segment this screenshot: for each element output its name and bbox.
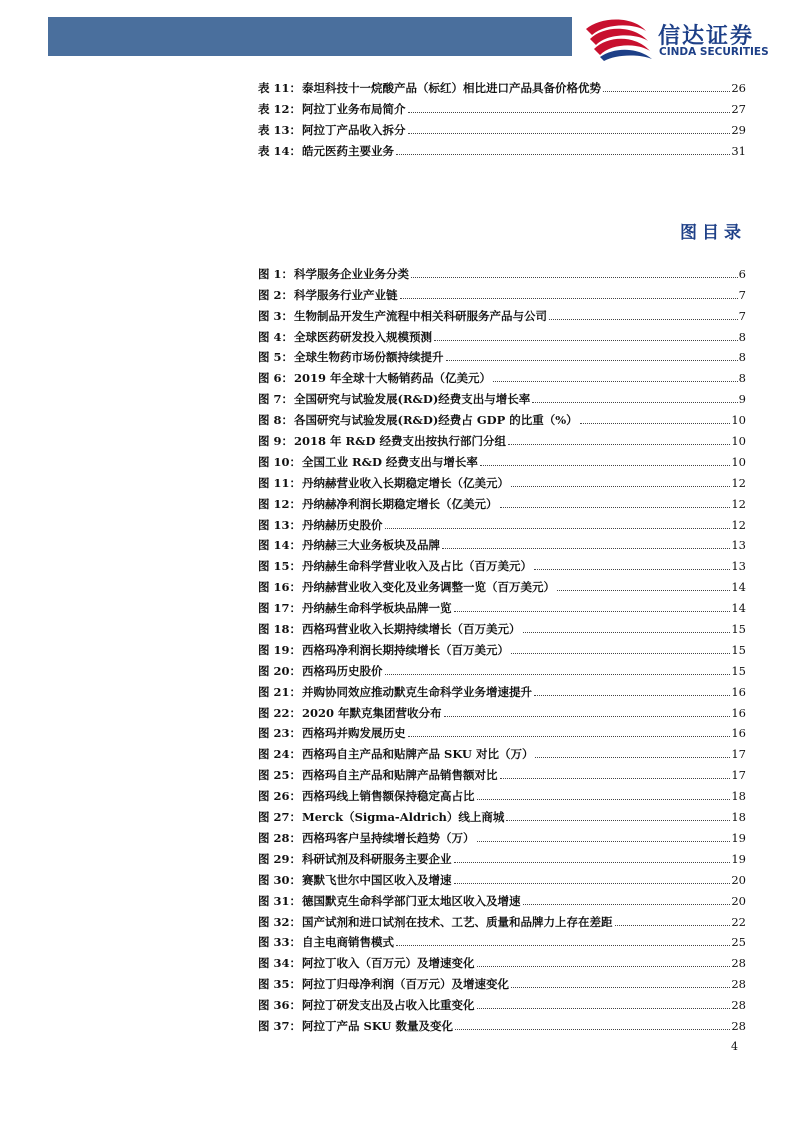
toc-entry-title: Merck（Sigma-Aldrich）线上商城: [302, 810, 505, 825]
toc-entry-page: 13: [731, 559, 746, 574]
toc-entry-figure-10[interactable]: [258, 448, 746, 469]
toc-dot-leader: [615, 925, 731, 926]
toc-entry-label: 图 12：: [258, 496, 302, 511]
toc-entry-title: 全球医药研发投入规模预测: [294, 329, 433, 344]
toc-dot-leader: [511, 486, 730, 487]
toc-dot-leader: [442, 548, 730, 549]
toc-entry-page: 17: [731, 768, 746, 783]
toc-entry-figure-23[interactable]: [258, 720, 746, 741]
toc-entry-title: 2020 年默克集团营收分布: [302, 705, 442, 720]
toc-entry-title: 生物制品开发生产流程中相关科研服务产品与公司: [294, 308, 548, 323]
page-number: 4: [731, 1040, 738, 1053]
toc-entry-label: 图 16：: [258, 580, 302, 595]
toc-entry-table-14[interactable]: [258, 137, 746, 158]
toc-dot-leader: [396, 945, 730, 946]
toc-entry-label: 图 1：: [258, 266, 294, 281]
toc-entry-figure-30[interactable]: [258, 866, 746, 887]
toc-entry-page: 7: [738, 287, 746, 302]
toc-entry-title: 丹纳赫营业收入变化及业务调整一览（百万美元）: [302, 580, 556, 595]
toc-entry-figure-17[interactable]: [258, 594, 746, 615]
toc-dot-leader: [385, 674, 731, 675]
toc-dot-leader: [411, 277, 738, 278]
toc-entry-title: 阿拉丁研发支出及占收入比重变化: [302, 998, 475, 1013]
toc-dot-leader: [446, 360, 738, 361]
toc-entry-label: 图 8：: [258, 413, 294, 428]
toc-entry-label: 图 31：: [258, 893, 302, 908]
toc-entry-title: 西格玛净利润长期持续增长（百万美元）: [302, 642, 510, 657]
toc-entry-title: 科研试剂及科研服务主要企业: [302, 851, 452, 866]
toc-entry-page: 20: [731, 893, 746, 908]
toc-entry-label: 图 15：: [258, 559, 302, 574]
toc-entry-page: 20: [731, 872, 746, 887]
toc-entry-title: 皓元医药主要业务: [302, 143, 395, 158]
toc-entry-page: 15: [731, 642, 746, 657]
toc-entry-title: 西格玛并购发展历史: [302, 726, 406, 741]
toc-entry-page: 26: [731, 80, 746, 95]
toc-entry-title: 全国研究与试验发展(R&D)经费支出与增长率: [294, 392, 531, 407]
toc-entry-page: 14: [731, 580, 746, 595]
toc-entry-figure-19[interactable]: [258, 636, 746, 657]
toc-entry-figure-24[interactable]: [258, 740, 746, 761]
toc-entry-label: 表 14：: [258, 143, 302, 158]
toc-entry-figure-36[interactable]: [258, 991, 746, 1012]
toc-entry-label: 图 33：: [258, 935, 302, 950]
toc-dot-leader: [493, 381, 738, 382]
toc-entry-page: 27: [731, 101, 746, 116]
toc-entry-label: 图 36：: [258, 998, 302, 1013]
toc-entry-figure-29[interactable]: [258, 845, 746, 866]
toc-entry-page: 10: [731, 413, 746, 428]
toc-entry-page: 15: [731, 622, 746, 637]
toc-entry-page: 12: [731, 475, 746, 490]
toc-entry-page: 28: [731, 956, 746, 971]
toc-entry-title: 2019 年全球十大畅销药品（亿美元）: [294, 371, 492, 386]
toc-entry-label: 图 27：: [258, 810, 302, 825]
toc-entry-title: 西格玛线上销售额保持稳定高占比: [302, 789, 475, 804]
toc-dot-leader: [523, 904, 731, 905]
toc-entry-label: 图 29：: [258, 851, 302, 866]
toc-entry-figure-28[interactable]: [258, 824, 746, 845]
toc-entry-table-11[interactable]: [258, 74, 746, 95]
toc-entry-label: 图 13：: [258, 517, 302, 532]
toc-entry-page: 16: [731, 726, 746, 741]
toc-entry-label: 图 21：: [258, 684, 302, 699]
toc-entry-label: 图 14：: [258, 538, 302, 553]
toc-entry-figure-9[interactable]: [258, 427, 746, 448]
toc-entry-page: 19: [731, 851, 746, 866]
toc-entry-title: 西格玛客户呈持续增长趋势（万）: [302, 830, 475, 845]
toc-entry-figure-27[interactable]: [258, 803, 746, 824]
toc-dot-leader: [506, 820, 730, 821]
toc-dot-leader: [508, 444, 730, 445]
table-of-figures: [258, 260, 746, 1033]
toc-dot-leader: [580, 423, 731, 424]
toc-entry-figure-2[interactable]: [258, 281, 746, 302]
toc-entry-page: 10: [731, 434, 746, 449]
toc-entry-page: 19: [731, 830, 746, 845]
toc-entry-label: 图 18：: [258, 622, 302, 637]
toc-entry-figure-15[interactable]: [258, 552, 746, 573]
toc-dot-leader: [603, 91, 730, 92]
toc-entry-page: 14: [731, 601, 746, 616]
toc-entry-title: 阿拉丁收入（百万元）及增速变化: [302, 956, 475, 971]
table-of-tables: [258, 74, 746, 158]
toc-entry-label: 表 13：: [258, 122, 302, 137]
toc-dot-leader: [434, 340, 738, 341]
toc-dot-leader: [454, 883, 731, 884]
toc-entry-label: 图 17：: [258, 601, 302, 616]
toc-entry-title: 丹纳赫历史股价: [302, 517, 383, 532]
toc-entry-figure-37[interactable]: [258, 1012, 746, 1033]
toc-entry-page: 16: [731, 684, 746, 699]
toc-entry-page: 10: [731, 454, 746, 469]
toc-entry-page: 8: [738, 350, 746, 365]
toc-entry-page: 22: [731, 914, 746, 929]
toc-entry-title: 西格玛自主产品和贴牌产品销售额对比: [302, 768, 498, 783]
toc-entry-title: 2018 年 R&D 经费支出按执行部门分组: [294, 434, 506, 449]
toc-entry-page: 29: [731, 122, 746, 137]
toc-entry-title: 西格玛自主产品和贴牌产品 SKU 对比（万）: [302, 747, 534, 762]
toc-entry-page: 6: [738, 266, 746, 281]
toc-entry-label: 图 4：: [258, 329, 294, 344]
toc-dot-leader: [477, 841, 731, 842]
toc-dot-leader: [549, 319, 738, 320]
toc-entry-title: 阿拉丁归母净利润（百万元）及增速变化: [302, 977, 510, 992]
toc-entry-figure-35[interactable]: [258, 970, 746, 991]
toc-entry-label: 图 7：: [258, 392, 294, 407]
toc-dot-leader: [500, 507, 731, 508]
toc-entry-page: 8: [738, 371, 746, 386]
company-logo: [582, 13, 782, 63]
toc-dot-leader: [532, 402, 737, 403]
toc-entry-label: 图 37：: [258, 1018, 302, 1033]
toc-entry-figure-22[interactable]: [258, 699, 746, 720]
toc-dot-leader: [557, 590, 730, 591]
toc-entry-page: 28: [731, 977, 746, 992]
toc-dot-leader: [511, 987, 730, 988]
toc-entry-figure-33[interactable]: [258, 929, 746, 950]
toc-dot-leader: [535, 757, 730, 758]
toc-entry-page: 12: [731, 496, 746, 511]
toc-dot-leader: [385, 528, 731, 529]
toc-entry-page: 25: [731, 935, 746, 950]
toc-entry-page: 12: [731, 517, 746, 532]
toc-entry-figure-25[interactable]: [258, 761, 746, 782]
toc-entry-title: 全球生物药市场份额持续提升: [294, 350, 444, 365]
toc-entry-figure-26[interactable]: [258, 782, 746, 803]
toc-entry-page: 13: [731, 538, 746, 553]
toc-entry-page: 9: [738, 392, 746, 407]
toc-dot-leader: [400, 298, 738, 299]
toc-entry-label: 图 2：: [258, 287, 294, 302]
toc-dot-leader: [408, 133, 731, 134]
toc-entry-title: 各国研究与试验发展(R&D)经费占 GDP 的比重（%）: [294, 413, 578, 428]
toc-entry-label: 图 6：: [258, 371, 294, 386]
toc-entry-figure-21[interactable]: [258, 678, 746, 699]
toc-dot-leader: [455, 1029, 730, 1030]
toc-entry-page: 28: [731, 998, 746, 1013]
toc-entry-label: 图 34：: [258, 956, 302, 971]
toc-entry-title: 德国默克生命科学部门亚太地区收入及增速: [302, 893, 521, 908]
toc-entry-page: 28: [731, 1018, 746, 1033]
toc-entry-label: 图 24：: [258, 747, 302, 762]
toc-entry-label: 表 11：: [258, 80, 302, 95]
toc-dot-leader: [408, 736, 731, 737]
toc-entry-page: 16: [731, 705, 746, 720]
toc-entry-title: 并购协同效应推动默克生命科学业务增速提升: [302, 684, 533, 699]
toc-entry-title: 西格玛营业收入长期持续增长（百万美元）: [302, 622, 521, 637]
toc-entry-label: 图 23：: [258, 726, 302, 741]
toc-entry-title: 自主电商销售模式: [302, 935, 395, 950]
toc-entry-figure-18[interactable]: [258, 615, 746, 636]
toc-entry-figure-20[interactable]: [258, 657, 746, 678]
toc-entry-figure-1[interactable]: [258, 260, 746, 281]
toc-entry-figure-12[interactable]: [258, 490, 746, 511]
toc-entry-title: 丹纳赫生命科学营业收入及占比（百万美元）: [302, 559, 533, 574]
toc-entry-label: 图 28：: [258, 830, 302, 845]
toc-entry-title: 阿拉丁产品 SKU 数量及变化: [302, 1018, 453, 1033]
toc-entry-label: 图 32：: [258, 914, 302, 929]
toc-entry-figure-7[interactable]: [258, 385, 746, 406]
toc-entry-title: 国产试剂和进口试剂在技术、工艺、质量和品牌力上存在差距: [302, 914, 613, 929]
logo-chinese-name: 信达证券: [658, 24, 755, 49]
toc-dot-leader: [408, 112, 731, 113]
figures-toc-heading: 图目录: [680, 223, 746, 243]
toc-entry-label: 图 26：: [258, 789, 302, 804]
toc-dot-leader: [534, 569, 730, 570]
toc-entry-label: 图 3：: [258, 308, 294, 323]
toc-entry-label: 图 11：: [258, 475, 302, 490]
toc-entry-label: 图 35：: [258, 977, 302, 992]
toc-entry-title: 丹纳赫三大业务板块及品牌: [302, 538, 441, 553]
toc-dot-leader: [511, 653, 730, 654]
toc-entry-page: 18: [731, 789, 746, 804]
toc-entry-page: 15: [731, 663, 746, 678]
toc-entry-table-12[interactable]: [258, 95, 746, 116]
toc-entry-title: 丹纳赫净利润长期稳定增长（亿美元）: [302, 496, 498, 511]
toc-entry-page: 31: [731, 143, 746, 158]
toc-entry-label: 图 22：: [258, 705, 302, 720]
toc-entry-title: 阿拉丁产品收入拆分: [302, 122, 406, 137]
toc-entry-label: 表 12：: [258, 101, 302, 116]
toc-entry-figure-34[interactable]: [258, 949, 746, 970]
toc-entry-figure-16[interactable]: [258, 573, 746, 594]
logo-mark-icon: [582, 13, 658, 63]
toc-entry-figure-4[interactable]: [258, 323, 746, 344]
toc-dot-leader: [396, 154, 730, 155]
toc-dot-leader: [480, 465, 730, 466]
toc-entry-page: 7: [738, 308, 746, 323]
toc-dot-leader: [500, 778, 731, 779]
toc-entry-figure-31[interactable]: [258, 887, 746, 908]
toc-entry-figure-5[interactable]: [258, 344, 746, 365]
toc-dot-leader: [523, 632, 731, 633]
toc-entry-figure-6[interactable]: [258, 364, 746, 385]
toc-entry-label: 图 30：: [258, 872, 302, 887]
toc-entry-figure-3[interactable]: [258, 302, 746, 323]
toc-entry-figure-32[interactable]: [258, 908, 746, 929]
toc-entry-figure-11[interactable]: [258, 469, 746, 490]
toc-entry-title: 科学服务行业产业链: [294, 287, 398, 302]
toc-entry-label: 图 20：: [258, 663, 302, 678]
toc-entry-title: 全国工业 R&D 经费支出与增长率: [302, 454, 478, 469]
toc-entry-table-13[interactable]: [258, 116, 746, 137]
logo-english-name: CINDA SECURITIES: [659, 46, 769, 58]
toc-dot-leader: [444, 716, 731, 717]
toc-entry-label: 图 5：: [258, 350, 294, 365]
toc-dot-leader: [454, 611, 731, 612]
toc-entry-page: 17: [731, 747, 746, 762]
toc-dot-leader: [534, 695, 730, 696]
toc-entry-label: 图 10：: [258, 454, 302, 469]
toc-entry-label: 图 25：: [258, 768, 302, 783]
toc-entry-page: 8: [738, 329, 746, 344]
toc-entry-title: 科学服务企业业务分类: [294, 266, 410, 281]
toc-entry-title: 阿拉丁业务布局简介: [302, 101, 406, 116]
toc-entry-label: 图 19：: [258, 642, 302, 657]
toc-entry-title: 丹纳赫生命科学板块品牌一览: [302, 601, 452, 616]
toc-entry-title: 赛默飞世尔中国区收入及增速: [302, 872, 452, 887]
toc-dot-leader: [477, 966, 731, 967]
toc-entry-page: 18: [731, 810, 746, 825]
toc-entry-figure-14[interactable]: [258, 532, 746, 553]
header-bar: [48, 17, 572, 56]
toc-entry-title: 泰坦科技十一烷酸产品（标红）相比进口产品具备价格优势: [302, 80, 602, 95]
toc-entry-label: 图 9：: [258, 434, 294, 449]
toc-entry-title: 西格玛历史股价: [302, 663, 383, 678]
toc-dot-leader: [477, 799, 731, 800]
toc-entry-title: 丹纳赫营业收入长期稳定增长（亿美元）: [302, 475, 510, 490]
toc-dot-leader: [477, 1008, 731, 1009]
toc-dot-leader: [454, 862, 731, 863]
toc-entry-figure-8[interactable]: [258, 406, 746, 427]
toc-entry-figure-13[interactable]: [258, 511, 746, 532]
